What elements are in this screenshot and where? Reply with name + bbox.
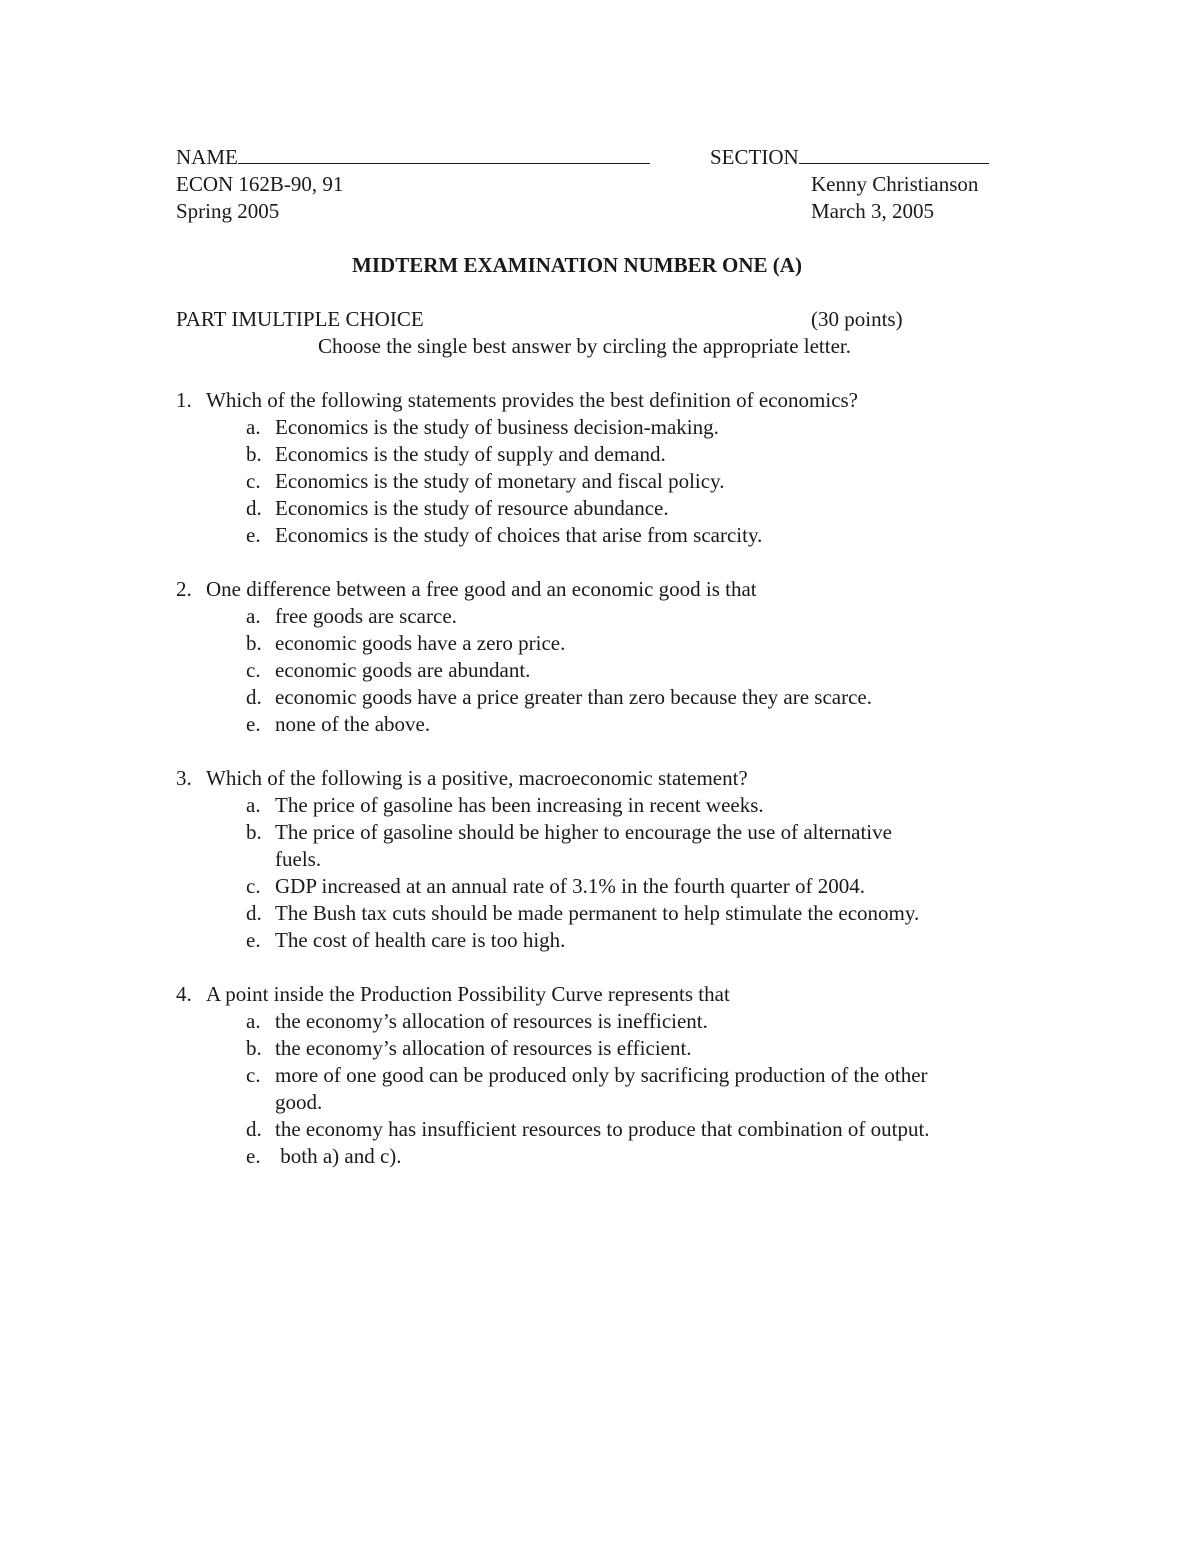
option-letter[interactable]: b. (246, 1036, 262, 1060)
option-text: Economics is the study of choices that arise from scarcity. (275, 523, 763, 547)
exam-title: MIDTERM EXAMINATION NUMBER ONE (A) (352, 253, 802, 277)
option-text: the economy’s allocation of resources is efficient. (275, 1036, 692, 1060)
option-letter[interactable]: e. (246, 712, 261, 736)
option-text-continuation: fuels. (275, 847, 322, 871)
option-text: economic goods have a zero price. (275, 631, 566, 655)
exam-date: March 3, 2005 (811, 199, 935, 223)
option-text-continuation: good. (275, 1090, 323, 1114)
option-letter[interactable]: a. (246, 604, 261, 628)
name-field (176, 144, 650, 171)
option-text: The price of gasoline has been increasing in recent weeks. (275, 793, 764, 817)
option-text: Economics is the study of resource abundance. (275, 496, 669, 520)
question-number: 2. (176, 577, 192, 601)
option-letter[interactable]: b. (246, 442, 262, 466)
option-letter[interactable]: d. (246, 685, 262, 709)
option-letter[interactable]: e. (246, 1144, 261, 1168)
option-text: free goods are scarce. (275, 604, 457, 628)
option-letter[interactable]: d. (246, 1117, 262, 1141)
option-text: economic goods are abundant. (275, 658, 531, 682)
option-text: more of one good can be produced only by sacrificing production of the other (275, 1063, 928, 1087)
option-text: Economics is the study of monetary and fiscal policy. (275, 469, 725, 493)
part-points: (30 points) (811, 307, 903, 331)
option-letter[interactable]: e. (246, 523, 261, 547)
question-text: A point inside the Production Possibility Curve represents that (206, 982, 730, 1006)
option-letter[interactable]: c. (246, 469, 261, 493)
option-letter[interactable]: c. (246, 658, 261, 682)
section-blank-line[interactable] (799, 145, 989, 164)
option-letter[interactable]: b. (246, 631, 262, 655)
section-field (710, 144, 989, 171)
term: Spring 2005 (176, 199, 280, 223)
option-letter[interactable]: a. (246, 415, 261, 439)
question-text: One difference between a free good and an economic good is that (206, 577, 757, 601)
question-number: 1. (176, 388, 192, 412)
option-text: economic goods have a price greater than zero because they are scarce. (275, 685, 873, 709)
option-text: both a) and c). (275, 1144, 402, 1168)
name-label: NAME (176, 145, 238, 169)
option-text: Economics is the study of supply and demand. (275, 442, 666, 466)
question-text: Which of the following is a positive, macroeconomic statement? (206, 766, 748, 790)
option-text: The Bush tax cuts should be made permanent to help stimulate the economy. (275, 901, 920, 925)
option-letter[interactable]: a. (246, 1009, 261, 1033)
instructor-name: Kenny Christianson (811, 172, 979, 196)
option-letter[interactable]: c. (246, 1063, 261, 1087)
name-blank-line[interactable] (238, 145, 650, 164)
question-number: 4. (176, 982, 192, 1006)
question-text: Which of the following statements provides the best definition of economics? (206, 388, 859, 412)
part-title: PART IMULTIPLE CHOICE (176, 307, 424, 331)
option-letter[interactable]: c. (246, 874, 261, 898)
option-text: the economy has insufficient resources to produce that combination of output. (275, 1117, 930, 1141)
option-text: none of the above. (275, 712, 431, 736)
option-text: the economy’s allocation of resources is inefficient. (275, 1009, 708, 1033)
option-letter[interactable]: d. (246, 901, 262, 925)
option-letter[interactable]: a. (246, 793, 261, 817)
option-text: The cost of health care is too high. (275, 928, 566, 952)
part-instructions: Choose the single best answer by circling the appropriate letter. (318, 334, 852, 358)
section-label: SECTION (710, 145, 799, 169)
option-text: GDP increased at an annual rate of 3.1% in the fourth quarter of 2004. (275, 874, 865, 898)
course-code: ECON 162B-90, 91 (176, 172, 344, 196)
option-letter[interactable]: b. (246, 820, 262, 844)
question-number: 3. (176, 766, 192, 790)
option-letter[interactable]: d. (246, 496, 262, 520)
option-text: The price of gasoline should be higher to encourage the use of alternative (275, 820, 892, 844)
option-text: Economics is the study of business decision-making. (275, 415, 719, 439)
option-letter[interactable]: e. (246, 928, 261, 952)
